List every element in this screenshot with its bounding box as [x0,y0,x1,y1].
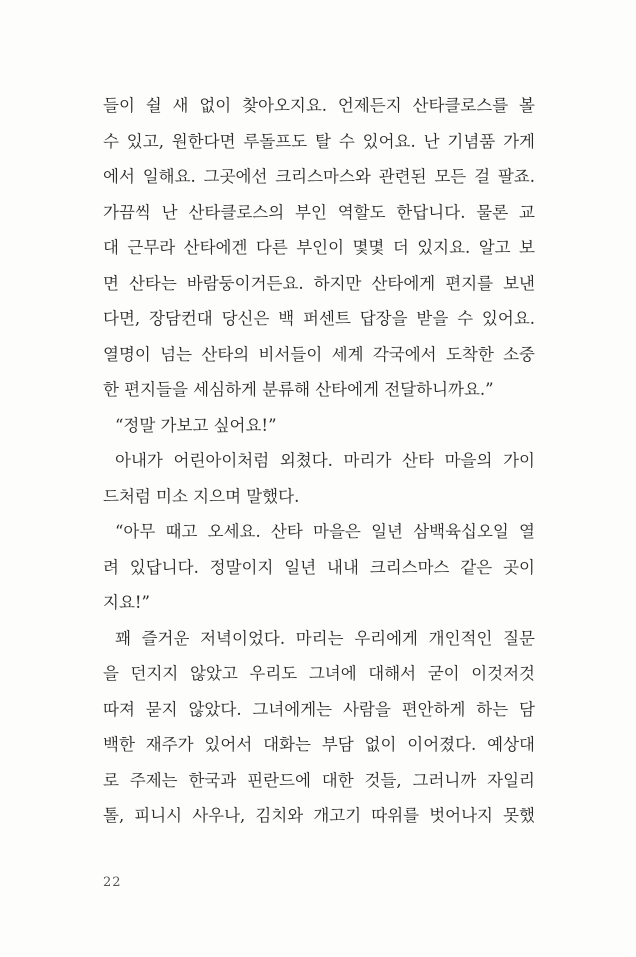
text-line: 아내가 어린아이처럼 외쳤다. 마리가 산타 마을의 가이 [115,451,535,470]
text-line: 들이 쉴 새 없이 찾아오지요. 언제든지 산타클로스를 볼 [103,96,535,115]
text-line: 지요!” [103,593,150,612]
text-line: 다면, 장담컨대 당신은 백 퍼센트 답장을 받을 수 있어요. [103,309,535,328]
text-line: 따져 묻지 않았다. 그녀에게는 사람을 편안하게 하는 담 [103,699,535,719]
text-line: 꽤 즐거운 저녁이었다. 마리는 우리에게 개인적인 질문 [115,628,535,648]
text-line: 려 있답니다. 정말이지 일년 내내 크리스마스 같은 곳이 [103,557,535,577]
text-line: “정말 가보고 싶어요!” [115,415,277,435]
text-line: 한 편지들을 세심하게 분류해 산타에게 전달하니까요.” [103,380,494,399]
text-line: 열명이 넘는 산타의 비서들이 세계 각국에서 도착한 소중 [103,344,535,364]
text-line: 수 있고, 원한다면 루돌프도 탈 수 있어요. 난 기념품 가게 [103,131,535,151]
text-line: 대 근무라 산타에겐 다른 부인이 몇몇 더 있지요. 알고 보 [103,238,535,257]
text-line: 톨, 피니시 사우나, 김치와 개고기 따위를 벗어나지 못했 [103,806,535,825]
page-number: 22 [103,875,122,890]
body-text [103,88,535,834]
text-line: 면 산타는 바람둥이거든요. 하지만 산타에게 편지를 보낸 [103,273,535,293]
text-line: 을 던지지 않았고 우리도 그녀에 대해서 굳이 이것저것 [103,664,535,683]
text-line: 드처럼 미소 지으며 말했다. [103,486,300,506]
text-line: 로 주제는 한국과 핀란드에 대한 것들, 그러니까 자일리 [103,770,535,790]
text-line: 가끔씩 난 산타클로스의 부인 역할도 한답니다. 물론 교 [103,202,535,222]
text-line: “아무 때고 오세요. 산타 마을은 일년 삼백육십오일 열 [115,522,535,541]
text-line: 에서 일해요. 그곳에선 크리스마스와 관련된 모든 걸 팔죠. [103,167,535,186]
text-line: 백한 재주가 있어서 대화는 부담 없이 이어졌다. 예상대 [103,735,535,754]
